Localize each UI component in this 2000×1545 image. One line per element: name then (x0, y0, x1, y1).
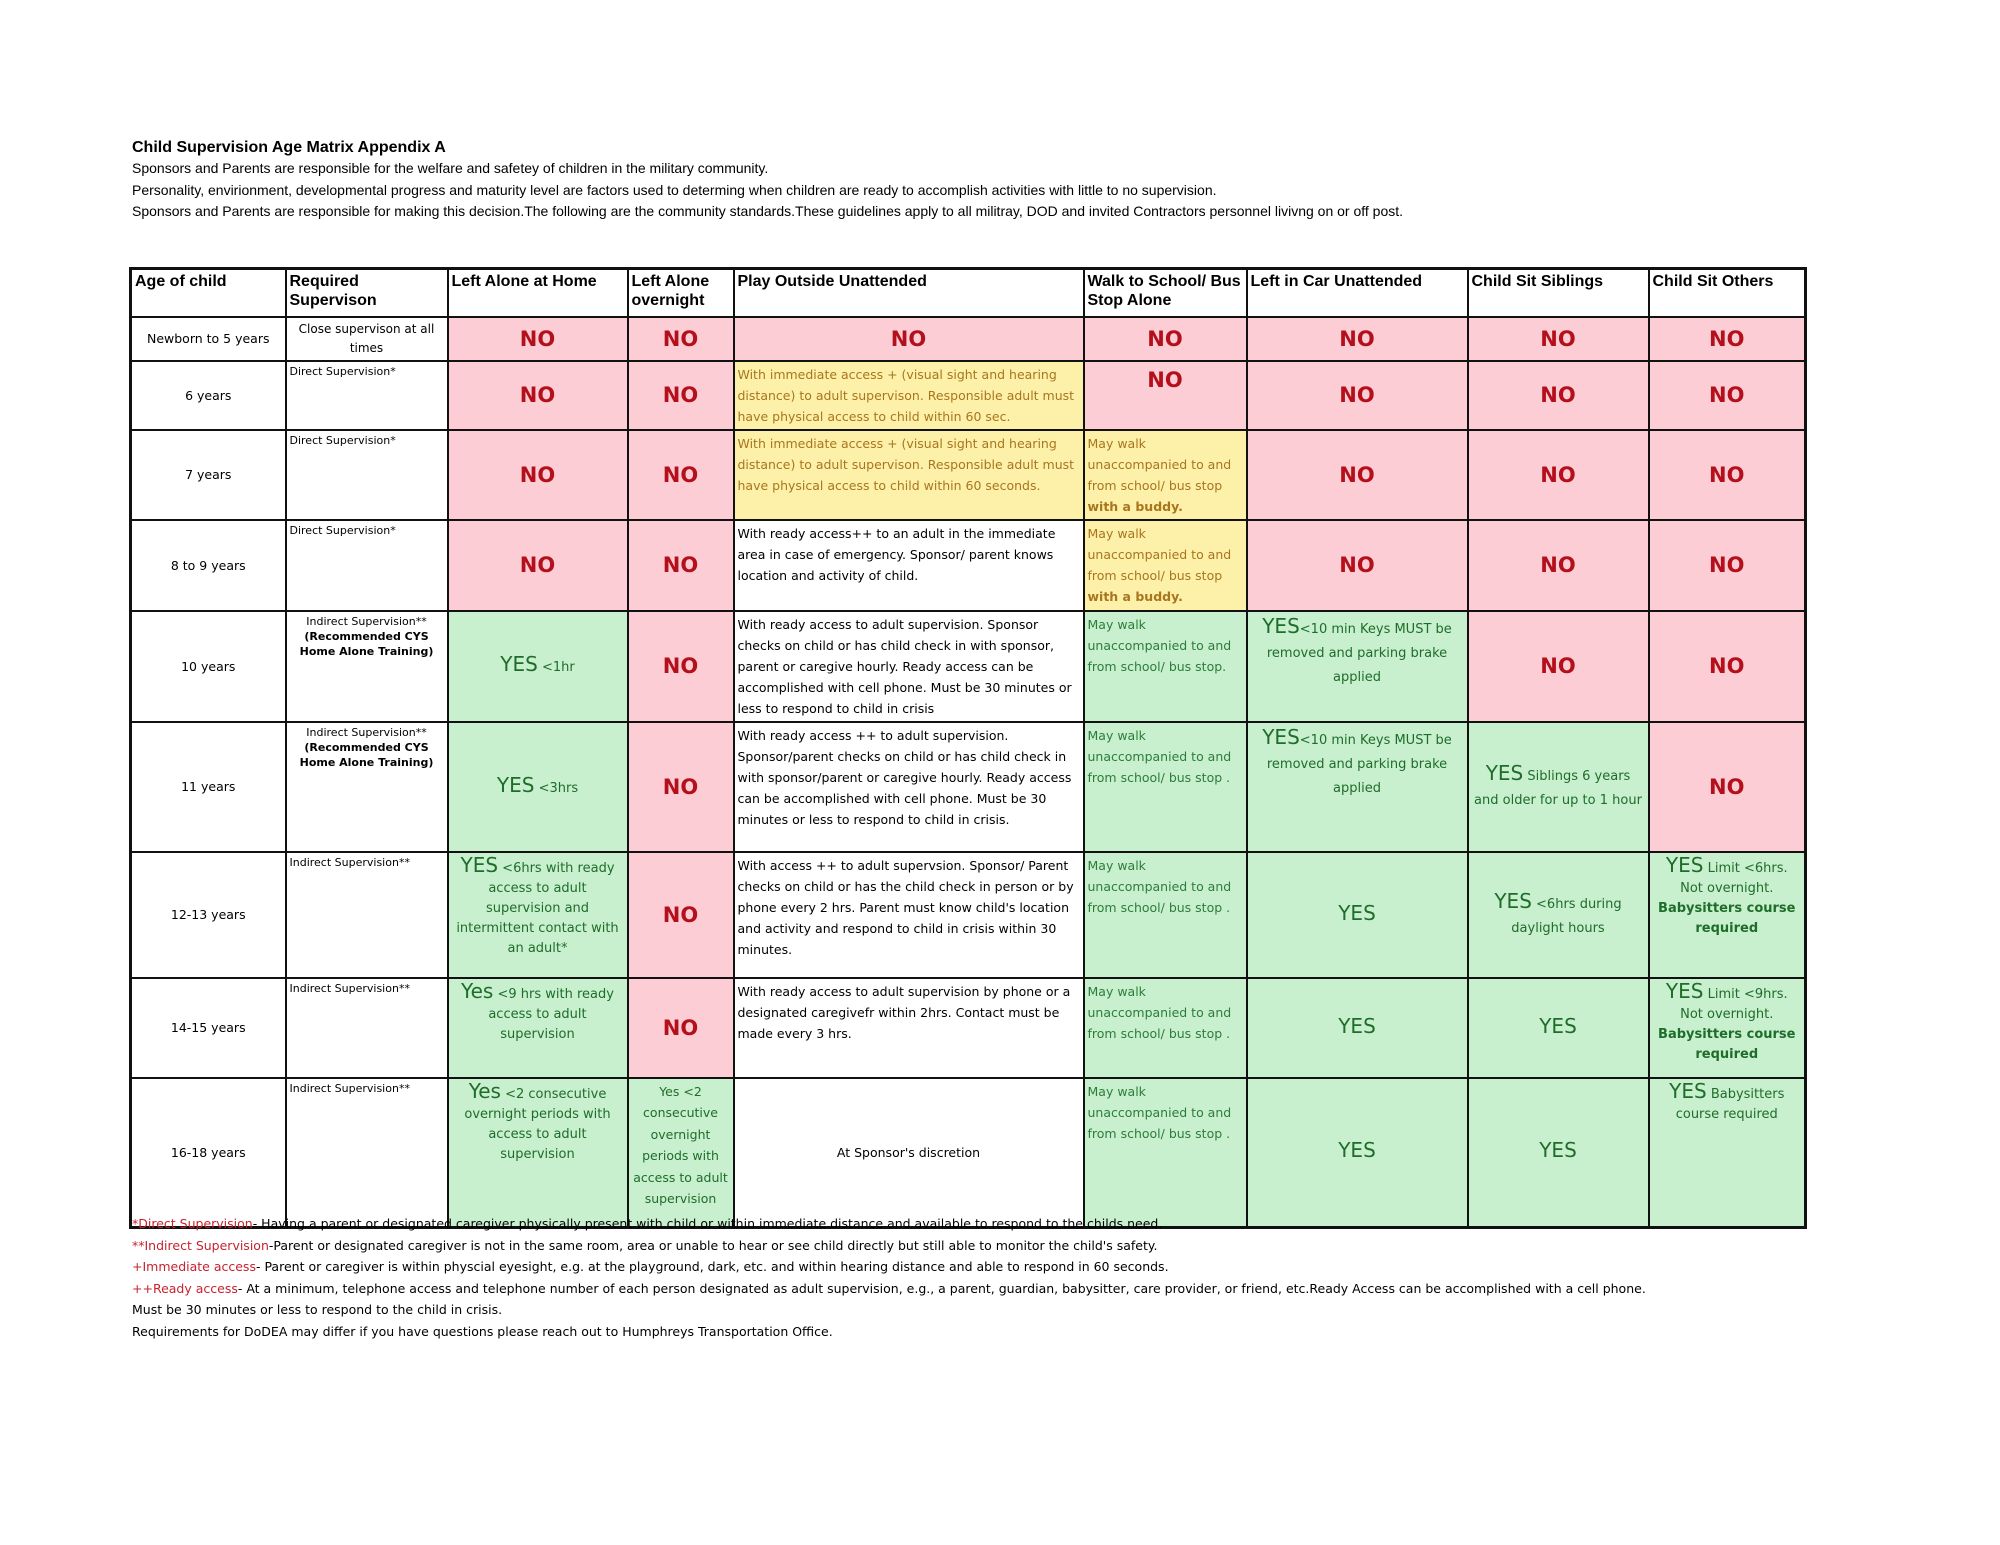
walk-school-buddy-text: with a buddy. (1087, 588, 1183, 604)
table-row (131, 520, 1806, 611)
supervision-text: Indirect Supervision** (306, 614, 427, 628)
sit-others-detail: Limit <9hrs. Not overnight. (1680, 986, 1788, 1022)
left-car-cell: NO (1247, 317, 1468, 361)
column-header-alone-overnight: Left Alone overnight (628, 269, 734, 317)
sit-siblings-cell: NO (1468, 317, 1649, 361)
age-cell: 14-15 years (131, 978, 286, 1078)
supervision-cell (286, 611, 448, 722)
sit-others-cell (1649, 1078, 1806, 1228)
play-outside-cell: At Sponsor's discretion (734, 1078, 1084, 1228)
column-header-left-car: Left in Car Unattended (1247, 269, 1468, 317)
walk-school-cell: May walk unaccompanied to and from school/ bus stop . (1084, 722, 1247, 852)
left-car-cell (1247, 852, 1468, 978)
sit-siblings-cell: NO (1468, 520, 1649, 611)
alone-home-yes: Yes (468, 1078, 501, 1103)
sit-others-detail: Limit <6hrs. Not overnight. (1680, 860, 1788, 896)
alone-home-cell (448, 852, 628, 978)
footnotes (132, 1213, 1882, 1342)
sit-others-cell: NO (1649, 430, 1806, 520)
sit-siblings-yes: YES (1539, 1138, 1577, 1163)
supervision-cell: Close supervison at all times (286, 317, 448, 361)
alone-home-yes: Yes (461, 978, 494, 1003)
table-row (131, 611, 1806, 722)
sit-siblings-cell: NO (1468, 361, 1649, 430)
walk-school-text: May walk unaccompanied to and from school/ bus stop (1087, 525, 1232, 583)
sit-others-detail: Babysitters course required (1675, 1086, 1785, 1122)
supervision-cell: Indirect Supervision** (286, 852, 448, 978)
alone-overnight-cell: NO (628, 430, 734, 520)
walk-school-text: May walk unaccompanied to and from school/ bus stop (1087, 435, 1232, 493)
footnote-marker: ++Ready access (132, 1280, 238, 1296)
table-row (131, 852, 1806, 978)
alone-home-cell: NO (448, 520, 628, 611)
age-cell: 12-13 years (131, 852, 286, 978)
footnote (132, 1256, 1882, 1278)
alone-home-yes: YES (500, 652, 538, 676)
age-cell: 11 years (131, 722, 286, 852)
footnote (132, 1278, 1882, 1300)
sit-others-cell: NO (1649, 361, 1806, 430)
footnote-marker: **Indirect Supervision (132, 1237, 269, 1253)
age-cell: 6 years (131, 361, 286, 430)
column-header-alone-home: Left Alone at Home (448, 269, 628, 317)
play-outside-cell: With immediate access + (visual sight and hearing distance) to adult supervison. Responsible adult must have physical access to child within 60 seconds. (734, 430, 1084, 520)
footnote (132, 1321, 1882, 1343)
header-line: Sponsors and Parents are responsible for making this decision.The following are the community standards.These guidelines apply to all militray, DOD and invited Contractors personnel livivng on or off post. (132, 203, 1404, 219)
left-car-cell: NO (1247, 430, 1468, 520)
sit-others-yes: YES (1665, 852, 1704, 877)
sit-siblings-cell: NO (1468, 430, 1649, 520)
sit-siblings-cell (1468, 978, 1649, 1078)
table-row (131, 317, 1806, 361)
alone-home-yes: YES (496, 772, 535, 797)
supervision-cell: Direct Supervision* (286, 361, 448, 430)
sit-siblings-yes: YES (1539, 1013, 1577, 1038)
sit-others-cell: NO (1649, 317, 1806, 361)
footnote-text: -Parent or designated caregiver is not in the same room, area or unable to hear or see child directly but still able to monitor the child's safety. (268, 1237, 1158, 1253)
footnote (132, 1213, 1882, 1235)
walk-school-cell (1084, 430, 1247, 520)
footnote-text: Must be 30 minutes or less to respond to the child in crisis. (132, 1302, 503, 1317)
sit-others-cell: NO (1649, 520, 1806, 611)
footnote-marker: +Immediate access (132, 1259, 256, 1274)
play-outside-cell: With ready access ++ to adult supervision. Sponsor/parent checks on child or has child check in with sponsor/parent or caregive hourly. Ready access can be accomplished with cell phone. Must be 30 minutes or less to respond to child in crisis. (734, 722, 1084, 852)
alone-overnight-cell: NO (628, 361, 734, 430)
walk-school-cell (1084, 520, 1247, 611)
alone-home-cell: NO (448, 430, 628, 520)
alone-home-cell (448, 722, 628, 852)
left-car-cell (1247, 1078, 1468, 1228)
footnote-text: - Parent or caregiver is within physcial eyesight, e.g. at the playground, dark, etc. and within hearing distance and able to respond in 60 seconds. (255, 1259, 1169, 1274)
age-cell: 16-18 years (131, 1078, 286, 1228)
left-car-yes: YES (1338, 1138, 1376, 1163)
walk-school-cell: May walk unaccompanied to and from school/ bus stop. (1084, 611, 1247, 722)
left-car-detail: <10 min Keys MUST be removed and parking brake applied (1266, 732, 1452, 796)
age-cell: 8 to 9 years (131, 520, 286, 611)
age-cell: Newborn to 5 years (131, 317, 286, 361)
supervision-cell: Indirect Supervision** (286, 1078, 448, 1228)
play-outside-cell: With immediate access + (visual sight and hearing distance) to adult supervison. Responsible adult must have physical access to child within 60 sec. (734, 361, 1084, 430)
supervision-training-text: (Recommended CYS Home Alone Training) (299, 629, 434, 658)
alone-home-cell: NO (448, 361, 628, 430)
table-row (131, 430, 1806, 520)
column-header-supervision: Required Supervison (286, 269, 448, 317)
alone-overnight-cell: NO (628, 317, 734, 361)
walk-school-cell: NO (1084, 361, 1247, 430)
play-outside-cell: With ready access to adult supervision by phone or a designated caregivefr within 2hrs. Contact must be made every 3 hrs. (734, 978, 1084, 1078)
supervision-training-text: (Recommended CYS Home Alone Training) (299, 740, 434, 769)
footnote-text: - Having a parent or designated caregiver physically present with child or within immediate distance and available to respond to the childs need. (252, 1216, 1163, 1231)
sit-siblings-cell (1468, 852, 1649, 978)
sit-others-yes: YES (1665, 978, 1704, 1003)
footnote-text: - At a minimum, telephone access and telephone number of each person designated as adult supervision, e.g., a parent, guardian, babysitter, care provider, or friend, etc.Ready Access can be accomplished with a cell phone. (237, 1280, 1646, 1296)
document-title: Child Supervision Age Matrix Appendix A (132, 139, 446, 156)
sit-siblings-detail: <6hrs during daylight hours (1511, 896, 1622, 936)
walk-school-cell: May walk unaccompanied to and from school/ bus stop . (1084, 852, 1247, 978)
supervision-text: Indirect Supervision** (306, 725, 427, 739)
supervision-matrix-table (129, 267, 1807, 1229)
age-cell: 7 years (131, 430, 286, 520)
alone-home-cell (448, 1078, 628, 1228)
supervision-cell (286, 722, 448, 852)
table-row (131, 1078, 1806, 1228)
alone-home-cell (448, 611, 628, 722)
alone-overnight-cell: NO (628, 722, 734, 852)
walk-school-cell: May walk unaccompanied to and from school/ bus stop . (1084, 1078, 1247, 1228)
left-car-cell (1247, 611, 1468, 722)
table-header-row (131, 269, 1806, 317)
left-car-yes: YES (1338, 1013, 1376, 1038)
alone-home-detail: <3hrs (538, 780, 579, 796)
table-row (131, 361, 1806, 430)
column-header-age: Age of child (131, 269, 286, 317)
table-row (131, 722, 1806, 852)
alone-home-detail: <2 consecutive overnight periods with access to adult supervision (464, 1086, 611, 1162)
walk-school-cell: May walk unaccompanied to and from school/ bus stop . (1084, 978, 1247, 1078)
table-row (131, 978, 1806, 1078)
walk-school-buddy-text: with a buddy. (1087, 498, 1183, 514)
alone-home-detail: <9 hrs with ready access to adult supervision (488, 986, 614, 1042)
footnote-text: Requirements for DoDEA may differ if you have questions please reach out to Humphreys Transportation Office. (132, 1323, 833, 1339)
sit-others-cell: NO (1649, 611, 1806, 722)
alone-overnight-cell: Yes <2 consecutive overnight periods with access to adult supervision (628, 1078, 734, 1228)
sit-siblings-yes: YES (1494, 888, 1532, 913)
left-car-yes: YES (1262, 613, 1300, 638)
column-header-sit-others: Child Sit Others (1649, 269, 1806, 317)
column-header-sit-siblings: Child Sit Siblings (1468, 269, 1649, 317)
sit-others-yes: YES (1669, 1078, 1707, 1103)
left-car-yes: YES (1338, 900, 1376, 925)
play-outside-cell: NO (734, 317, 1084, 361)
sit-siblings-yes: YES (1485, 760, 1524, 785)
play-outside-cell: With ready access to adult supervision. Sponsor checks on child or has child check in with sponsor, parent or caregive hourly. Ready access can be accomplished with cell phone. Must be 30 minutes or less to respond to child in crisis (734, 611, 1084, 722)
sit-siblings-detail: Siblings 6 years and older for up to 1 hour (1474, 768, 1642, 808)
alone-home-yes: YES (460, 852, 499, 877)
alone-overnight-cell: NO (628, 852, 734, 978)
sit-others-cell (1649, 978, 1806, 1078)
footnote (132, 1235, 1882, 1257)
play-outside-cell: With access ++ to adult supervsion. Sponsor/ Parent checks on child or has the child check in person or by phone every 2 hrs. Parent must know child's location and activity and respond to child in crisis within 30 minutes. (734, 852, 1084, 978)
alone-home-detail: <1hr (541, 660, 575, 675)
sit-siblings-cell (1468, 1078, 1649, 1228)
column-header-walk-school: Walk to School/ Bus Stop Alone (1084, 269, 1247, 317)
alone-home-detail: <6hrs with ready access to adult supervision and intermittent contact with an adult* (456, 860, 619, 956)
play-outside-cell: With ready access++ to an adult in the immediate area in case of emergency. Sponsor/ parent knows location and activity of child. (734, 520, 1084, 611)
sit-others-cell (1649, 852, 1806, 978)
alone-overnight-cell: NO (628, 520, 734, 611)
header-line: Sponsors and Parents are responsible for the welfare and safetey of children in the military community. (132, 160, 769, 176)
header-line: Personality, envirionment, developmental progress and maturity level are factors used to determing when children are ready to accomplish activities with little to no supervision. (132, 181, 1217, 198)
footnote-marker: *Direct Supervision (132, 1216, 253, 1231)
left-car-cell: NO (1247, 361, 1468, 430)
sit-others-cell: NO (1649, 722, 1806, 852)
supervision-cell: Direct Supervision* (286, 520, 448, 611)
alone-overnight-cell: NO (628, 978, 734, 1078)
column-header-play-outside: Play Outside Unattended (734, 269, 1084, 317)
alone-overnight-cell: NO (628, 611, 734, 722)
age-cell: 10 years (131, 611, 286, 722)
left-car-cell: NO (1247, 520, 1468, 611)
supervision-cell: Direct Supervision* (286, 430, 448, 520)
left-car-cell (1247, 978, 1468, 1078)
document-header (132, 138, 1912, 223)
left-car-cell (1247, 722, 1468, 852)
sit-others-course-text: Babysitters course required (1658, 1026, 1796, 1062)
sit-others-course-text: Babysitters course required (1658, 900, 1796, 936)
footnote (132, 1299, 1882, 1321)
supervision-cell: Indirect Supervision** (286, 978, 448, 1078)
alone-home-cell (448, 978, 628, 1078)
left-car-detail: <10 min Keys MUST be removed and parking brake applied (1266, 621, 1452, 685)
sit-siblings-cell: NO (1468, 611, 1649, 722)
walk-school-cell: NO (1084, 317, 1247, 361)
left-car-yes: YES (1262, 724, 1300, 749)
alone-home-cell: NO (448, 317, 628, 361)
sit-siblings-cell (1468, 722, 1649, 852)
